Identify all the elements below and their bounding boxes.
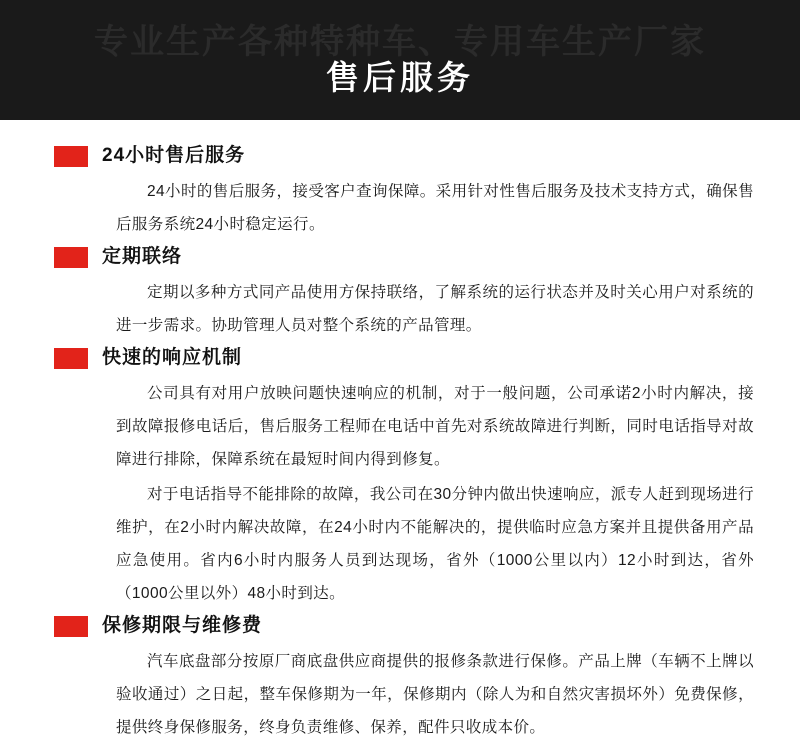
red-square-bullet-icon [54,616,88,637]
red-square-bullet-icon [54,348,88,369]
page-title: 售后服务 [326,59,474,96]
section-heading [30,146,770,167]
section-warranty-period [30,616,770,744]
banner-watermark-text: 专业生产各种特种车、专用车生产厂家 [94,23,706,61]
section-heading [30,247,770,268]
section-paragraph: 24小时的售后服务，接受客户查询保障。采用针对性售后服务及技术支持方式，确保售后服务系统24小时稳定运行。 [116,183,754,233]
section-heading [30,616,770,637]
section-regular-contact [30,247,770,342]
red-square-bullet-icon [54,146,88,167]
section-title: 24小时售后服务 [102,145,246,167]
section-heading [30,348,770,369]
section-24h-service [30,146,770,241]
page-banner [0,0,800,120]
section-paragraph: 对于电话指导不能排除的故障，我公司在30分钟内做出快速响应，派专人赶到现场进行维护，在2小时内解决故障，在24小时内不能解决的，提供临时应急方案并且提供备用产品应急使用。省内6小时内服务人员到达现场，省外（1000公里以内）12小时到达，省外（1000公里以外）48小时到达。 [116,486,754,602]
section-title: 定期联络 [102,246,183,268]
section-rapid-response [30,348,770,610]
section-paragraph: 定期以多种方式同产品使用方保持联络，了解系统的运行状态并及时关心用户对系统的进一步需求。协助管理人员对整个系统的产品管理。 [116,284,754,334]
section-title: 保修期限与维修费 [102,615,263,637]
page-content [0,120,800,744]
section-paragraph: 汽车底盘部分按原厂商底盘供应商提供的报修条款进行保修。产品上牌（车辆不上牌以验收通过）之日起，整车保修期为一年，保修期内（除人为和自然灾害损坏外）免费保修，提供终身保修服务，终身负责维修、保养，配件只收成本价。 [116,653,754,736]
section-title: 快速的响应机制 [102,347,243,369]
red-square-bullet-icon [54,247,88,268]
section-paragraph: 公司具有对用户放映问题快速响应的机制，对于一般问题，公司承诺2小时内解决，接到故障报修电话后，售后服务工程师在电话中首先对系统故障进行判断，同时电话指导对故障进行排除，保障系统在最短时间内得到修复。 [116,385,754,468]
